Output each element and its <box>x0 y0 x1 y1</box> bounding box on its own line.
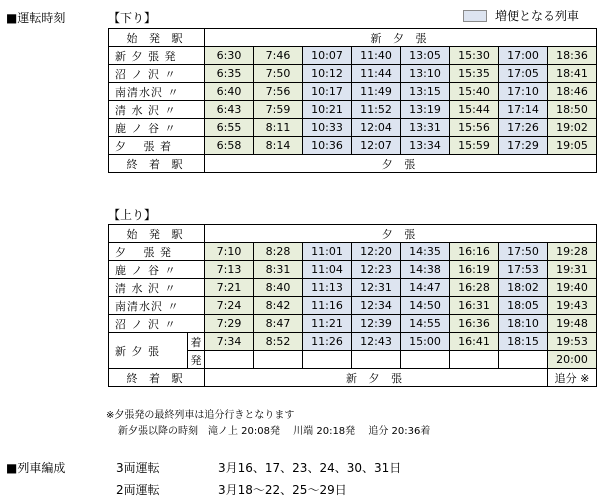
station-name: 南清水沢 〃 <box>109 297 205 315</box>
up-terminus-value: 新 夕 張 <box>205 369 548 387</box>
time-cell <box>352 351 401 369</box>
time-cell: 11:16 <box>303 297 352 315</box>
time-cell: 7:13 <box>205 261 254 279</box>
time-cell: 19:31 <box>548 261 597 279</box>
time-cell: 7:59 <box>254 101 303 119</box>
time-cell: 11:40 <box>352 47 401 65</box>
time-cell: 6:58 <box>205 137 254 155</box>
legend-label: 増便となる列車 <box>495 9 580 23</box>
down-timetable <box>108 28 597 173</box>
down-terminus-header: 終 着 駅 <box>109 155 205 173</box>
time-cell: 11:44 <box>352 65 401 83</box>
time-cell: 19:28 <box>548 243 597 261</box>
time-cell: 14:55 <box>401 315 450 333</box>
time-cell: 17:00 <box>499 47 548 65</box>
time-cell: 8:11 <box>254 119 303 137</box>
time-cell: 10:21 <box>303 101 352 119</box>
table-row <box>109 137 597 155</box>
time-cell: 17:53 <box>499 261 548 279</box>
time-cell: 15:35 <box>450 65 499 83</box>
station-name: 新 夕 張 発 <box>109 47 205 65</box>
table-row <box>109 279 597 297</box>
time-cell <box>499 351 548 369</box>
time-cell <box>450 351 499 369</box>
table-row <box>109 315 597 333</box>
time-cell: 6:30 <box>205 47 254 65</box>
time-cell: 15:00 <box>401 333 450 351</box>
time-cell: 14:35 <box>401 243 450 261</box>
up-terminus-header: 終 着 駅 <box>109 369 205 387</box>
time-cell: 10:12 <box>303 65 352 83</box>
time-cell: 6:55 <box>205 119 254 137</box>
time-cell: 13:31 <box>401 119 450 137</box>
table-row <box>109 261 597 279</box>
time-cell: 18:50 <box>548 101 597 119</box>
station-name: 沼 ノ 沢 〃 <box>109 315 205 333</box>
station-name: 清 水 沢 〃 <box>109 101 205 119</box>
time-cell: 11:21 <box>303 315 352 333</box>
time-cell: 14:47 <box>401 279 450 297</box>
time-cell <box>401 351 450 369</box>
time-cell: 18:02 <box>499 279 548 297</box>
station-name: 鹿 ノ 谷 〃 <box>109 119 205 137</box>
time-cell: 10:07 <box>303 47 352 65</box>
time-cell <box>254 351 303 369</box>
up-terminus-last: 追分 ※ <box>548 369 597 387</box>
time-cell: 12:20 <box>352 243 401 261</box>
time-cell: 17:50 <box>499 243 548 261</box>
station-name: 清 水 沢 〃 <box>109 279 205 297</box>
legend <box>463 7 579 24</box>
time-cell: 18:10 <box>499 315 548 333</box>
composition-dates: 3月18〜22、25〜29日 <box>218 483 347 497</box>
time-cell: 7:10 <box>205 243 254 261</box>
time-cell: 17:14 <box>499 101 548 119</box>
time-cell: 11:52 <box>352 101 401 119</box>
station-name: 鹿 ノ 谷 〃 <box>109 261 205 279</box>
table-row <box>109 65 597 83</box>
time-cell: 14:50 <box>401 297 450 315</box>
time-cell: 8:40 <box>254 279 303 297</box>
station-name: 南清水沢 〃 <box>109 83 205 101</box>
time-cell: 16:41 <box>450 333 499 351</box>
time-cell: 15:30 <box>450 47 499 65</box>
time-cell: 11:13 <box>303 279 352 297</box>
time-cell <box>303 351 352 369</box>
down-terminus-value: 夕 張 <box>205 155 597 173</box>
time-cell: 10:33 <box>303 119 352 137</box>
time-cell: 8:28 <box>254 243 303 261</box>
time-cell: 13:34 <box>401 137 450 155</box>
time-cell: 6:43 <box>205 101 254 119</box>
time-cell: 11:01 <box>303 243 352 261</box>
time-cell: 13:05 <box>401 47 450 65</box>
up-origin-header: 始 発 駅 <box>109 225 205 243</box>
departure-label: 発 <box>188 351 205 369</box>
time-cell: 6:35 <box>205 65 254 83</box>
time-cell: 17:26 <box>499 119 548 137</box>
time-cell: 6:40 <box>205 83 254 101</box>
time-cell: 7:56 <box>254 83 303 101</box>
time-cell: 18:05 <box>499 297 548 315</box>
time-cell: 19:40 <box>548 279 597 297</box>
station-name: 夕 張 発 <box>109 243 205 261</box>
time-cell: 12:07 <box>352 137 401 155</box>
composition-row <box>116 481 347 498</box>
arrival-label: 着 <box>188 333 205 351</box>
composition-cars: 3両運転 <box>116 461 160 475</box>
time-cell: 18:41 <box>548 65 597 83</box>
time-cell: 13:15 <box>401 83 450 101</box>
time-cell: 16:31 <box>450 297 499 315</box>
composition-row <box>116 459 401 476</box>
section-title-composition: ■列車編成 <box>6 461 66 475</box>
time-cell: 11:04 <box>303 261 352 279</box>
time-cell: 16:16 <box>450 243 499 261</box>
time-cell: 19:43 <box>548 297 597 315</box>
up-destination: 夕 張 <box>205 225 597 243</box>
table-row <box>109 47 597 65</box>
down-label: 【下り】 <box>108 11 157 25</box>
time-cell: 8:52 <box>254 333 303 351</box>
up-label: 【上り】 <box>108 208 157 222</box>
table-row <box>109 333 597 351</box>
time-cell: 7:21 <box>205 279 254 297</box>
table-row <box>109 119 597 137</box>
time-cell: 12:23 <box>352 261 401 279</box>
time-cell: 12:39 <box>352 315 401 333</box>
time-cell: 15:44 <box>450 101 499 119</box>
station-name: 沼 ノ 沢 〃 <box>109 65 205 83</box>
time-cell: 18:46 <box>548 83 597 101</box>
time-cell: 8:14 <box>254 137 303 155</box>
table-row <box>109 83 597 101</box>
time-cell: 7:34 <box>205 333 254 351</box>
down-origin-header: 始 発 駅 <box>109 29 205 47</box>
time-cell: 19:53 <box>548 333 597 351</box>
composition-dates: 3月16、17、23、24、30、31日 <box>218 461 402 475</box>
time-cell: 12:43 <box>352 333 401 351</box>
time-cell: 16:28 <box>450 279 499 297</box>
time-cell: 19:05 <box>548 137 597 155</box>
time-cell: 7:29 <box>205 315 254 333</box>
time-cell: 18:36 <box>548 47 597 65</box>
time-cell: 20:00 <box>548 351 597 369</box>
time-cell: 15:40 <box>450 83 499 101</box>
time-cell: 7:24 <box>205 297 254 315</box>
station-name: 夕 張 着 <box>109 137 205 155</box>
time-cell: 7:50 <box>254 65 303 83</box>
time-cell: 7:46 <box>254 47 303 65</box>
time-cell: 8:42 <box>254 297 303 315</box>
time-cell: 16:36 <box>450 315 499 333</box>
composition-cars: 2両運転 <box>116 483 160 497</box>
note-line-1: ※夕張発の最終列車は追分行きとなります <box>106 410 295 421</box>
legend-swatch <box>463 10 487 22</box>
table-row <box>109 297 597 315</box>
table-row <box>109 243 597 261</box>
time-cell: 8:47 <box>254 315 303 333</box>
station-name: 新 夕 張 <box>109 333 188 369</box>
time-cell: 14:38 <box>401 261 450 279</box>
up-timetable <box>108 224 597 387</box>
time-cell: 10:36 <box>303 137 352 155</box>
time-cell: 12:31 <box>352 279 401 297</box>
time-cell <box>205 351 254 369</box>
down-destination: 新 夕 張 <box>205 29 597 47</box>
time-cell: 19:48 <box>548 315 597 333</box>
time-cell: 15:59 <box>450 137 499 155</box>
note-line-2: 新夕張以降の時刻 滝ノ上 20:08発 川端 20:18発 追分 20:36着 <box>118 426 431 437</box>
table-row <box>109 101 597 119</box>
time-cell: 8:31 <box>254 261 303 279</box>
time-cell: 16:19 <box>450 261 499 279</box>
time-cell: 18:15 <box>499 333 548 351</box>
time-cell: 11:26 <box>303 333 352 351</box>
time-cell: 12:04 <box>352 119 401 137</box>
time-cell: 15:56 <box>450 119 499 137</box>
time-cell: 10:17 <box>303 83 352 101</box>
section-title-schedule: ■運転時刻 <box>6 11 66 25</box>
time-cell: 17:10 <box>499 83 548 101</box>
time-cell: 19:02 <box>548 119 597 137</box>
time-cell: 13:19 <box>401 101 450 119</box>
time-cell: 17:29 <box>499 137 548 155</box>
time-cell: 11:49 <box>352 83 401 101</box>
time-cell: 12:34 <box>352 297 401 315</box>
time-cell: 17:05 <box>499 65 548 83</box>
time-cell: 13:10 <box>401 65 450 83</box>
